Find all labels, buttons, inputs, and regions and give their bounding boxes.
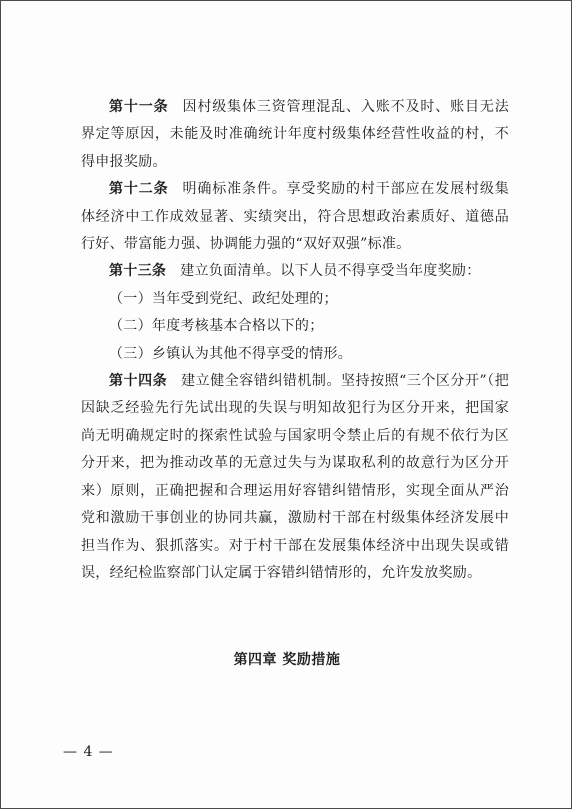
list-item-text-3: （三）乡镇认为其他不得享受的情形。 bbox=[109, 345, 353, 362]
article-11-lead: 第十一条 bbox=[109, 99, 169, 115]
list-item bbox=[81, 286, 509, 313]
article-11 bbox=[81, 94, 509, 176]
article-12 bbox=[81, 176, 509, 258]
article-13-text: 建立负面清单。以下人员不得享受当年度奖励： bbox=[180, 263, 481, 280]
list-item bbox=[81, 341, 509, 368]
list-item bbox=[81, 313, 509, 340]
article-13 bbox=[81, 258, 509, 285]
page-number: — 4 — bbox=[63, 744, 114, 760]
article-11-text: 因村级集体三资管理混乱、入账不及时、账目无法界定等原因，未能及时准确统计年度村级集体经营性收益的村，不得申报奖励。 bbox=[81, 99, 510, 170]
article-14-lead: 第十四条 bbox=[109, 373, 168, 390]
article-14-text: 建立健全容错纠错机制。坚持按照“三个区分开”（把因缺乏经验先行先试出现的失误与明知故犯行为区分开来，把国家尚无明确规定时的探索性试验与国家明令禁止后的有规不依行为区分开来，把为推动改革的无意过失与为谋取私利的故意行为区分开来）原则，正确把握和合理运用好容错纠错情形，实现全面从严治党和激励干事创业的协同共赢，激励村干部在村级集体经济发展中担当作为、狠抓落实。对于村干部在发展集体经济中出现失误或错误，经纪检监察部门认定属于容错纠错情形的，允许发放奖励。 bbox=[81, 373, 510, 581]
list-item-text-1: （一）当年受到党纪、政纪处理的； bbox=[109, 290, 338, 307]
article-12-text: 明确标准条件。享受奖励的村干部应在发展村级集体经济中工作成效显著、实绩突出，符合思想政治素质好、道德品行好、带富能力强、协调能力强的“双好双强”标准。 bbox=[81, 181, 510, 253]
article-13-lead: 第十三条 bbox=[109, 263, 167, 280]
article-14 bbox=[81, 368, 509, 587]
list-item-text-2: （二）年度考核基本合格以下的； bbox=[109, 318, 324, 335]
document-body bbox=[81, 94, 509, 587]
article-12-lead: 第十二条 bbox=[109, 181, 169, 198]
chapter-heading: 第四章 奖励措施 bbox=[233, 652, 341, 668]
